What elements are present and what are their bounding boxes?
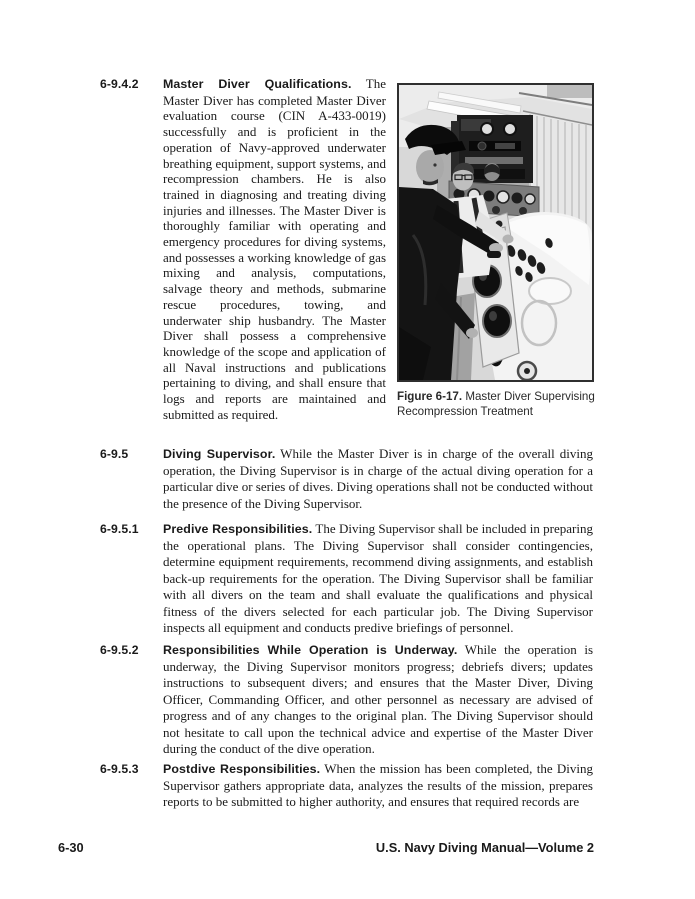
console-gauge-right — [483, 305, 511, 337]
paragraph-body — [163, 521, 593, 637]
paragraph-body — [163, 446, 593, 512]
paragraph-heading: Master Diver Qualifications. — [163, 77, 352, 91]
paragraph-body — [163, 76, 386, 422]
section-6-9-5-2 — [100, 642, 593, 758]
figure-6-17 — [397, 83, 594, 382]
third-crewman — [484, 163, 500, 181]
paragraph-text: While the operation is underway, the Diving Supervisor monitors progress; debriefs divers; updates instructions to subsequent divers; and ensures that the Master Diver, Diving Officer, Commanding Officer, and other personnel as necessary are advised of progress and of any changes to the original plan. The Diving Supervisor should not hesitate to call upon the technical advice and expertise of the Master Diver during the conduct of the dive operation. — [163, 642, 594, 756]
paragraph-number: 6-9.5.2 — [100, 643, 139, 657]
footer-manual-title: U.S. Navy Diving Manual—Volume 2 — [375, 840, 594, 855]
figure-caption-label: Figure 6-17. — [397, 390, 463, 403]
paragraph-text: The Master Diver has completed Master Diver evaluation course (CIN A-433-0019) successfully and is proficient in the operation of Navy-approved underwater breathing equipment, support systems, and recompression chambers. He is also trained in diagnosing and treating diving injuries and illnesses. The Master Diver is thoroughly familiar with operating and emergency procedures for diving systems, and possesses a working knowledge of gas mixing and analysis, computations, salvage theory and methods, submarine rescue procedures, towing, and underwater ship husbandry. The Master Diver shall possess a comprehensive knowledge of the scope and application of all Naval instructions and publications pertaining to diving, and shall ensure that logs and reports are maintained and submitted as required. — [163, 76, 387, 422]
paragraph-number: 6-9.5.3 — [100, 762, 139, 776]
footer-page-number: 6-30 — [58, 840, 84, 855]
section-6-9-5-3 — [100, 761, 593, 811]
figure-photo — [397, 83, 594, 382]
face — [416, 150, 444, 184]
paragraph-heading: Postdive Responsibilities. — [163, 762, 321, 776]
section-6-9-4-2 — [100, 76, 386, 422]
paragraph-number: 6-9.4.2 — [100, 77, 139, 91]
section-6-9-5-1 — [100, 521, 593, 637]
recompression-chamber-photo-illustration — [399, 85, 592, 380]
paragraph-heading: Diving Supervisor. — [163, 447, 276, 461]
paragraph-body — [163, 642, 593, 758]
chamber-porthole — [529, 278, 571, 304]
paragraph-body — [163, 761, 593, 811]
figure-caption-text: Master Diver Supervising Recompression Treatment — [397, 390, 595, 418]
paragraph-text: While the Master Diver is in charge of the overall diving operation, the Diving Supervisor is in charge of the actual diving operation for a particular dive or series of dives. Diving operations shall not be conducted without the presence of the Diving Supervisor. — [163, 446, 594, 511]
paragraph-heading: Responsibilities While Operation is Underway. — [163, 643, 458, 657]
paragraph-number: 6-9.5 — [100, 447, 129, 461]
paragraph-heading: Predive Responsibilities. — [163, 522, 313, 536]
section-6-9-5 — [100, 446, 593, 512]
paragraph-number: 6-9.5.1 — [100, 522, 139, 536]
figure-caption — [397, 389, 597, 419]
paragraph-text: When the mission has been completed, the Diving Supervisor gathers appropriate data, analyzes the results of the mission, prepares reports to be submitted to higher authority, and ensures that required records are — [163, 761, 594, 809]
paragraph-text: The Diving Supervisor shall be included in preparing the operational plans. The Diving Supervisor shall consider contingencies, determine equipment requirements, recommend diving assignments, and establish back-up requirements for the operation. The Diving Supervisor shall be familiar with all divers on the team and shall evaluate the qualifications and physical fitness of the divers selected for each particular job. The Diving Supervisor inspects all equipment and conducts predive briefings of personnel. — [163, 521, 593, 635]
